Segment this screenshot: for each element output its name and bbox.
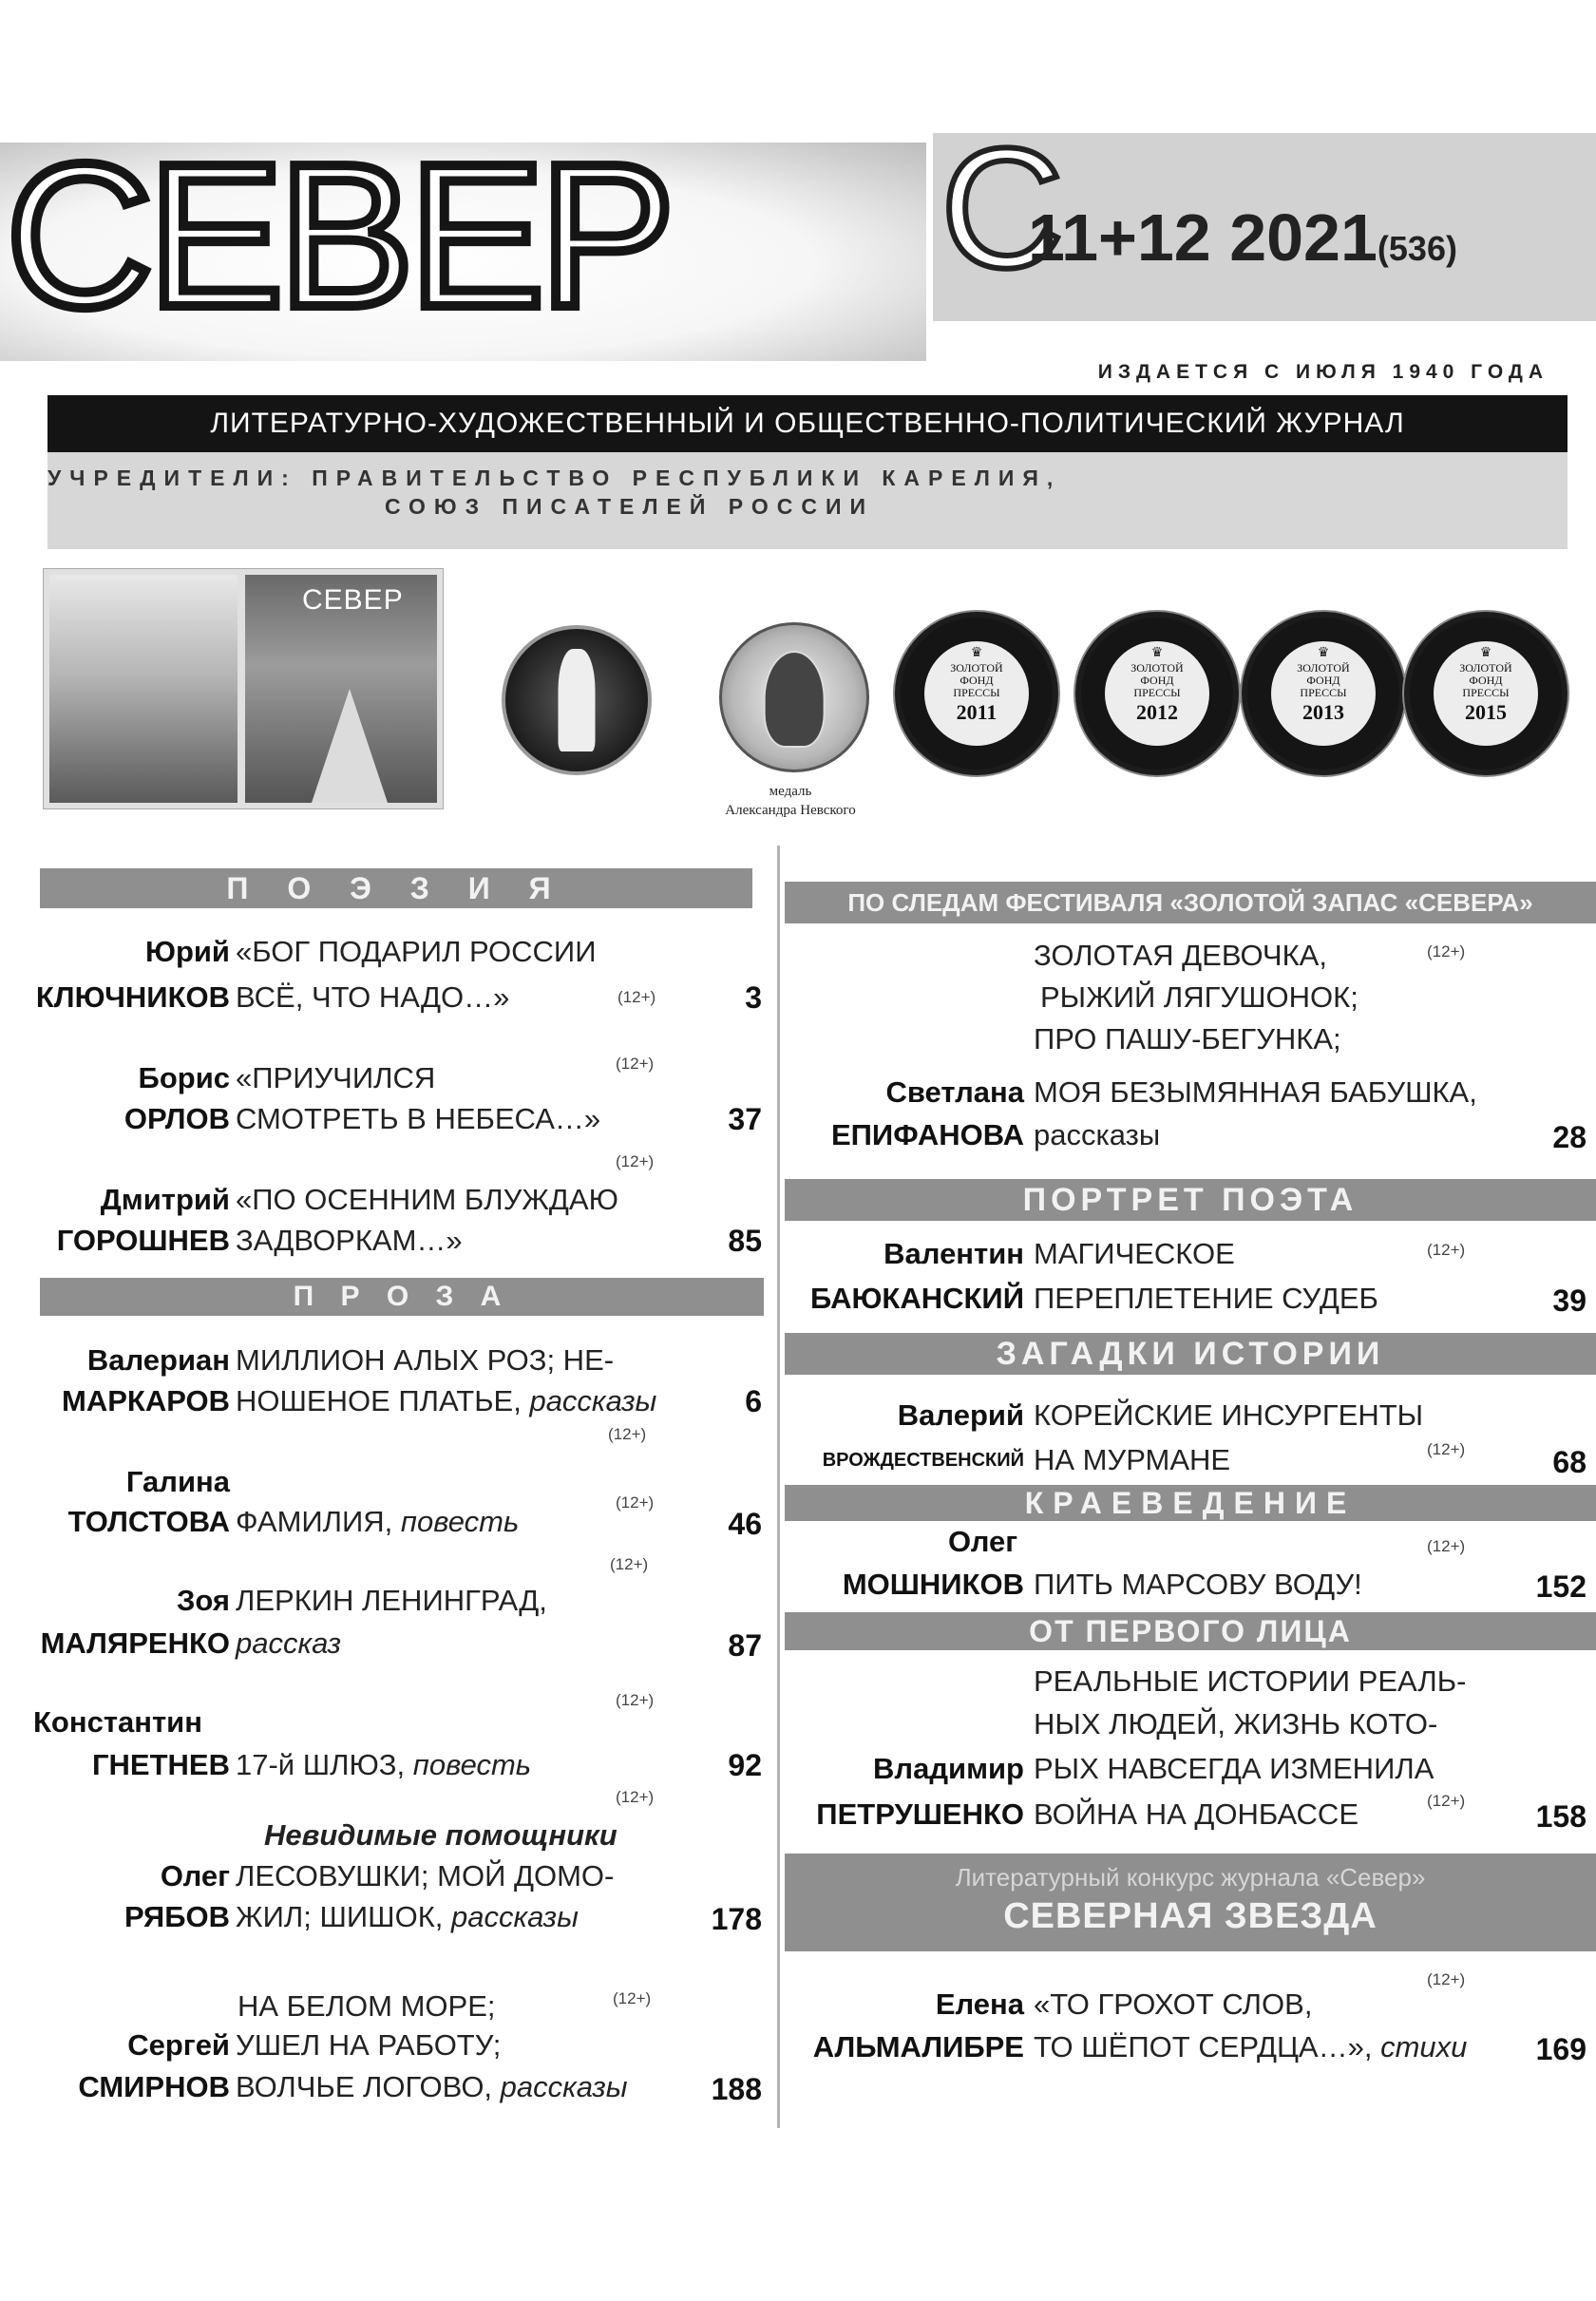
founders: [48, 464, 1061, 521]
work-genre: рассказ: [236, 1626, 342, 1660]
work-title: МОЯ БЕЗЫМЯННАЯ БАБУШКА,: [1034, 1075, 1477, 1109]
work-title: РЫЖИЙ ЛЯГУШОНОК;: [1040, 980, 1358, 1014]
section-first-person: ОТ ПЕРВОГО ЛИЦА: [785, 1612, 1596, 1650]
seal-text: ЗОЛОТОЙ: [1130, 661, 1184, 675]
seal-crown-icon: ♛: [1317, 646, 1330, 660]
golden-fund-seal-2011: [901, 618, 1053, 770]
page-number: 85: [728, 1224, 762, 1258]
author-first-name: Валерий: [897, 1398, 1024, 1432]
page-number: 188: [711, 2072, 762, 2106]
work-title: [1034, 2028, 1467, 2066]
work-title: ВОЙНА НА ДОНБАССЕ: [1034, 1797, 1358, 1831]
work-title: ЗАДВОРКАМ…»: [236, 1224, 463, 1257]
work-title: [236, 1503, 519, 1541]
work-title: [236, 2068, 628, 2106]
author-first-name: Олег: [160, 1859, 230, 1892]
work-title: ПРО ПАШУ-БЕГУНКА;: [1034, 1022, 1341, 1055]
page-number: 87: [728, 1628, 762, 1663]
page-number: 68: [1552, 1445, 1586, 1479]
cover-front: [245, 575, 437, 803]
page-number: 178: [711, 1902, 762, 1936]
author-last-name: ВРОЖДЕСТВЕНСКИЙ: [822, 1450, 1024, 1471]
issue-logo-letter: С: [940, 113, 1064, 304]
section-portrait: ПОРТРЕТ ПОЭТА: [785, 1179, 1596, 1221]
work-title: «ПРИУЧИЛСЯ: [236, 1061, 436, 1094]
page-number: 37: [728, 1102, 762, 1136]
work-title: НА МУРМАНЕ: [1034, 1443, 1231, 1476]
medal-caption: [691, 782, 890, 820]
work-title: [236, 1625, 341, 1663]
work-title: УШЕЛ НА РАБОТУ;: [236, 2028, 502, 2062]
work-title-text: ЖИЛ; ШИШОК,: [236, 1900, 444, 1933]
page-number: 3: [745, 980, 762, 1015]
seal-year: 2015: [1465, 700, 1507, 724]
author-last-name: РЯБОВ: [124, 1900, 230, 1933]
magazine-subtitle: ЛИТЕРАТУРНО-ХУДОЖЕСТВЕННЫЙ И ОБЩЕСТВЕННО-ПОЛИТИЧЕСКИЙ ЖУРНАЛ: [48, 395, 1568, 452]
author-last-name: АЛЬМАЛИБРЕ: [812, 2030, 1024, 2063]
seal-text: ЗОЛОТОЙ: [950, 661, 1003, 675]
age-rating: (12+): [616, 1152, 655, 1170]
work-title-text: НОШЕНОЕ ПЛАТЬЕ,: [236, 1384, 522, 1417]
work-title: КОРЕЙСКИЕ ИНСУРГЕНТЫ: [1034, 1398, 1424, 1432]
author-first-name: Олег: [948, 1525, 1018, 1558]
seal-text: ФОНД: [1469, 674, 1503, 687]
work-title: ВСЁ, ЧТО НАДО…»: [236, 980, 510, 1014]
work-title-text: 17-й ШЛЮЗ,: [236, 1748, 406, 1781]
contest-title: СЕВЕРНАЯ ЗВЕЗДА: [1003, 1896, 1378, 1936]
author-last-name: БАЮКАНСКИЙ: [809, 1282, 1024, 1315]
seal-crown-icon: ♛: [1479, 646, 1492, 660]
work-title: «БОГ ПОДАРИЛ РОССИИ: [236, 935, 597, 968]
cover-thumbnail: [43, 568, 444, 809]
cover-path-graphic: [312, 689, 388, 803]
golden-fund-seal-2015: [1410, 618, 1562, 770]
age-rating: (12+): [1427, 1792, 1466, 1810]
magazine-logo: СЕВЕР: [6, 121, 670, 350]
founders-label: УЧРЕДИТЕЛИ:: [48, 466, 297, 490]
founder-2: СОЮЗ ПИСАТЕЛЕЙ РОССИИ: [385, 494, 875, 519]
seal-text: ЗОЛОТОЙ: [1297, 661, 1350, 675]
work-genre: рассказы: [451, 1900, 579, 1933]
page-number: 169: [1535, 2032, 1586, 2066]
author-first-name: Дмитрий: [100, 1183, 230, 1216]
seal-year: 2011: [956, 700, 998, 724]
age-rating: (12+): [1427, 1241, 1466, 1259]
author-first-name: Валериан: [86, 1343, 230, 1377]
author-first-name: Юрий: [144, 935, 230, 968]
author-first-name: Владимир: [873, 1752, 1024, 1785]
seal-year: 2012: [1136, 700, 1178, 724]
age-rating: (12+): [616, 1691, 655, 1709]
work-title-text: ТО ШЁПОТ СЕРДЦА…»,: [1034, 2030, 1373, 2063]
page-number: 158: [1535, 1799, 1586, 1834]
author-first-name: Елена: [935, 1987, 1024, 2021]
work-title: [236, 1898, 579, 1936]
age-rating: (12+): [616, 1055, 655, 1073]
seal-crown-icon: ♛: [970, 646, 983, 660]
author-first-name: Валентин: [884, 1237, 1024, 1270]
seal-text: ФОНД: [960, 674, 994, 687]
founder-1: ПРАВИТЕЛЬСТВО РЕСПУБЛИКИ КАРЕЛИЯ,: [312, 466, 1062, 490]
page-number: 6: [745, 1384, 762, 1418]
author-last-name: ТОЛСТОВА: [67, 1505, 230, 1538]
page-number: 46: [728, 1507, 762, 1541]
work-title: РЕАЛЬНЫЕ ИСТОРИИ РЕАЛЬ-: [1034, 1664, 1467, 1698]
author-last-name: КЛЮЧНИКОВ: [35, 980, 230, 1014]
author-last-name: МАЛЯРЕНКО: [40, 1626, 230, 1660]
work-title-text: ВОЛЧЬЕ ЛОГОВО,: [236, 2070, 493, 2103]
work-title-text: ФАМИЛИЯ,: [236, 1505, 393, 1538]
work-genre: рассказы: [500, 2070, 628, 2103]
author-last-name: СМИРНОВ: [78, 2070, 230, 2103]
age-rating: (12+): [613, 1989, 652, 2007]
work-title: [236, 1746, 531, 1784]
contest-header: [785, 1854, 1596, 1951]
age-rating: (12+): [1427, 1537, 1466, 1555]
section-prose: П Р О З А: [40, 1278, 764, 1316]
golden-fund-seal-2012: [1081, 618, 1233, 770]
section-history: ЗАГАДКИ ИСТОРИИ: [785, 1333, 1596, 1375]
series-title: Невидимые помощники: [264, 1818, 618, 1852]
age-rating: (12+): [618, 988, 656, 1006]
age-rating: (12+): [610, 1555, 649, 1573]
seal-text: ПРЕССЫ: [1133, 686, 1181, 699]
author-last-name: ГНЕТНЕВ: [91, 1748, 230, 1781]
author-last-name: МАРКАРОВ: [62, 1384, 230, 1417]
cover-back: [49, 575, 238, 803]
work-title: МИЛЛИОН АЛЫХ РОЗ; НЕ-: [236, 1343, 615, 1377]
cover-title: СЕВЕР: [302, 584, 404, 616]
author-last-name: ПЕТРУШЕНКО: [816, 1797, 1024, 1831]
author-first-name: Константин: [33, 1705, 202, 1739]
author-last-name: ОРЛОВ: [124, 1102, 230, 1135]
work-title: ЛЕРКИН ЛЕНИНГРАД,: [236, 1584, 547, 1617]
author-first-name: Зоя: [176, 1584, 230, 1617]
seal-crown-icon: ♛: [1150, 646, 1164, 660]
age-rating: (12+): [1427, 1440, 1466, 1458]
age-rating: (12+): [1427, 942, 1466, 960]
seal-text: ПРЕССЫ: [1300, 686, 1347, 699]
medal-caption-line1: медаль: [769, 784, 812, 799]
medal-caption-line2: Александра Невского: [725, 803, 856, 818]
work-genre: повесть: [412, 1748, 532, 1781]
work-title: СМОТРЕТЬ В НЕБЕСА…»: [236, 1102, 601, 1135]
section-local-history: КРАЕВЕДЕНИЕ: [785, 1485, 1596, 1521]
published-since: ИЗДАЕТСЯ С ИЮЛЯ 1940 ГОДА: [1097, 361, 1548, 383]
issue-number: [1028, 200, 1457, 276]
section-poetry: П О Э З И Я: [40, 868, 752, 908]
column-divider: [777, 846, 780, 2128]
work-genre: повесть: [400, 1505, 520, 1538]
age-rating: (12+): [608, 1425, 647, 1443]
work-title: МАГИЧЕСКОЕ: [1034, 1237, 1235, 1270]
work-title: РЫХ НАВСЕГДА ИЗМЕНИЛА: [1034, 1752, 1434, 1785]
age-rating: (12+): [616, 1493, 655, 1512]
golden-fund-seal-2013: [1247, 618, 1399, 770]
work-title: «ТО ГРОХОТ СЛОВ,: [1034, 1987, 1313, 2021]
author-first-name: Светлана: [885, 1075, 1024, 1109]
work-title: [236, 1382, 656, 1420]
age-rating: (12+): [1427, 1970, 1466, 1988]
work-title: «ПО ОСЕННИМ БЛУЖДАЮ: [236, 1183, 618, 1216]
seal-text: ЗОЛОТОЙ: [1459, 661, 1512, 675]
author-last-name: МОШНИКОВ: [842, 1568, 1024, 1601]
work-title: ПИТЬ МАРСОВУ ВОДУ!: [1034, 1568, 1362, 1601]
work-title: ЛЕСОВУШКИ; МОЙ ДОМО-: [236, 1859, 615, 1892]
work-title: НА БЕЛОМ МОРЕ;: [238, 1989, 496, 2023]
page-number: 39: [1552, 1284, 1586, 1318]
page-number: 28: [1552, 1120, 1586, 1154]
author-last-name: ГОРОШНЕВ: [56, 1224, 230, 1257]
author-first-name: Борис: [138, 1061, 230, 1094]
nevsky-medal-icon: [719, 622, 869, 772]
seal-year: 2013: [1302, 700, 1344, 724]
work-title: НЫХ ЛЮДЕЙ, ЖИЗНЬ КОТО-: [1034, 1707, 1438, 1740]
author-first-name: Сергей: [127, 2028, 230, 2062]
seal-text: ФОНД: [1306, 674, 1340, 687]
section-festival: ПО СЛЕДАМ ФЕСТИВАЛЯ «ЗОЛОТОЙ ЗАПАС «СЕВЕРА»: [785, 882, 1596, 923]
seal-text: ПРЕССЫ: [953, 686, 1000, 699]
issue-label: 11+12 2021: [1028, 200, 1378, 275]
work-title: ЗОЛОТАЯ ДЕВОЧКА,: [1034, 939, 1327, 972]
issue-serial: (536): [1377, 229, 1457, 268]
work-genre: рассказы: [1034, 1118, 1161, 1151]
contest-subtitle: Литературный конкурс журнала «Север»: [955, 1863, 1426, 1892]
page-number: 152: [1535, 1569, 1586, 1604]
seal-text: ФОНД: [1140, 674, 1174, 687]
seal-text: ПРЕССЫ: [1462, 686, 1510, 699]
page-number: 92: [728, 1748, 762, 1782]
author-first-name: Галина: [125, 1465, 230, 1498]
work-genre: рассказы: [529, 1384, 657, 1417]
work-genre: стихи: [1380, 2030, 1468, 2063]
age-rating: (12+): [616, 1788, 655, 1806]
work-title: ПЕРЕПЛЕТЕНИЕ СУДЕБ: [1034, 1282, 1378, 1315]
patriotic-medal-icon: [502, 625, 652, 775]
author-last-name: ЕПИФАНОВА: [830, 1118, 1024, 1151]
